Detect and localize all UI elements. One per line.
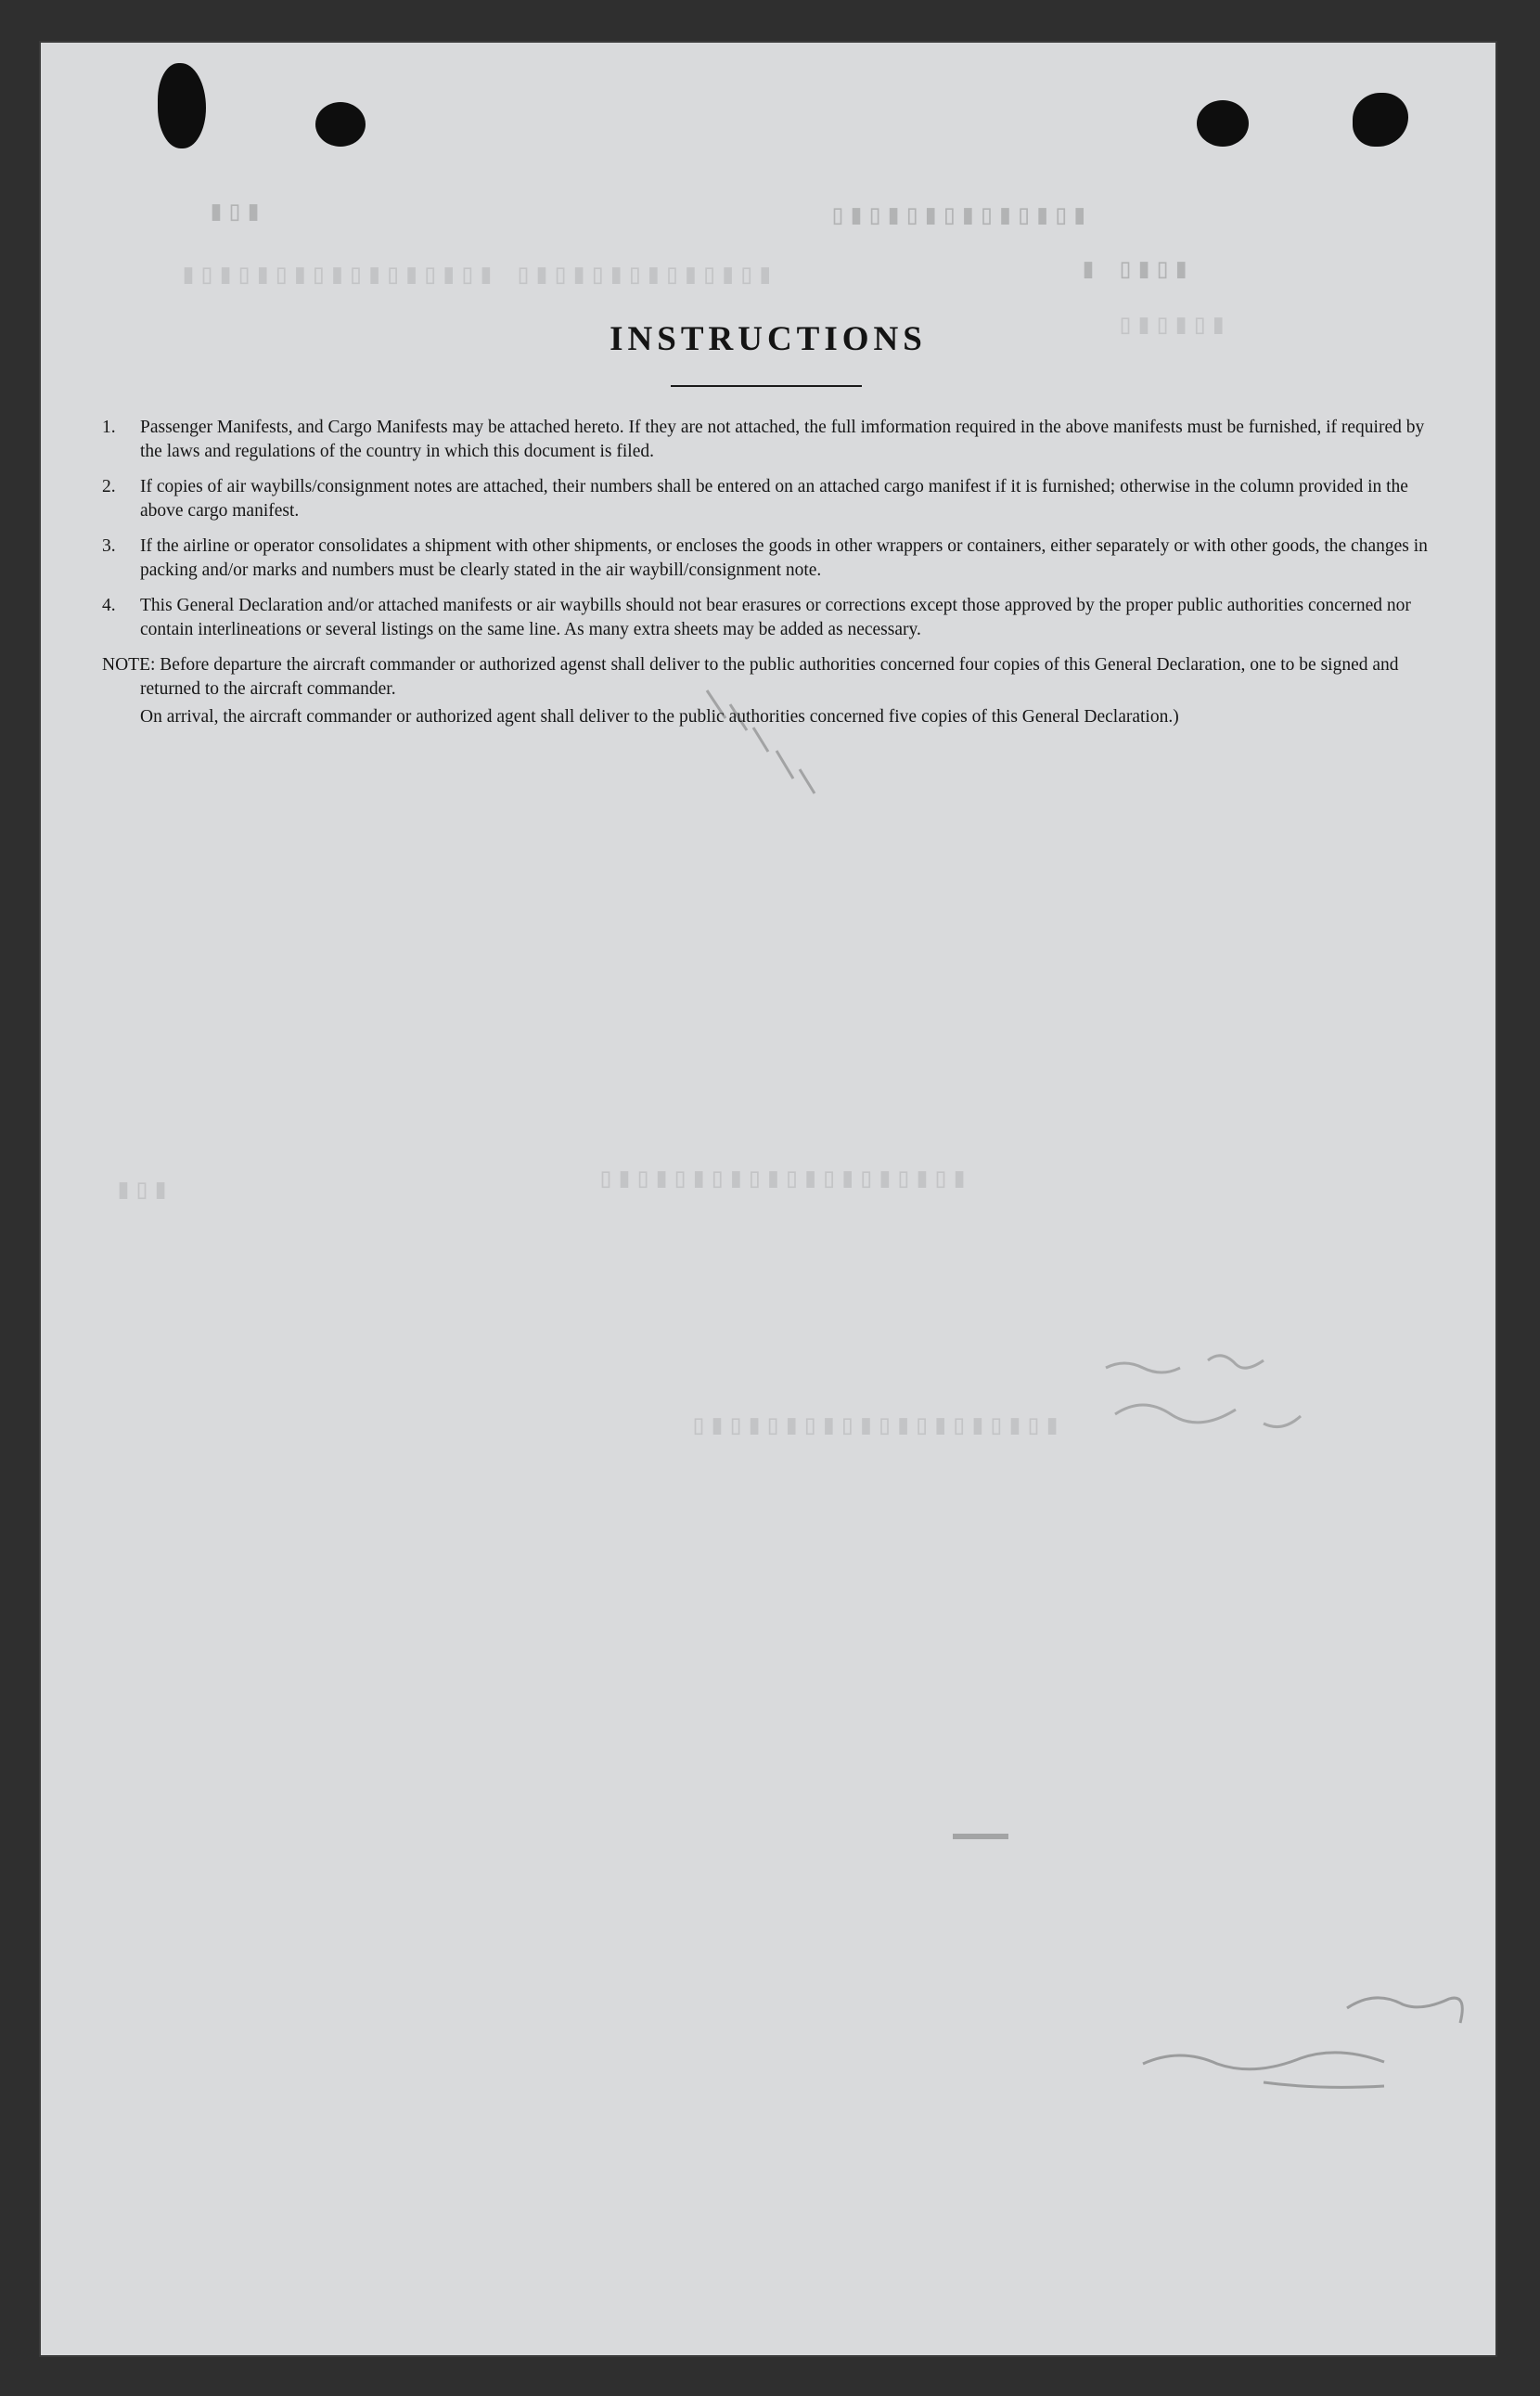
bleed-through-mark: ▮▯▮▯▮▯▮▯▮▯▮▯▮▯▮▯▮▯▮▯ xyxy=(596,1165,969,1196)
instruction-text: This General Declaration and/or attached manifests or air waybills should not bear erasures or corrections except those approved by the proper public authorities concerned nor contain interlineations or several listings on the same line. As many extra sheets may be added as necessary. xyxy=(140,596,1411,639)
faint-handwriting-mark xyxy=(1097,1340,1468,1470)
instruction-text: If the airline or operator consolidates a shipment with other shipments, or encloses the goods in other wrappers or containers, either separately or with other goods, the changes in packing and/or marks and numbers must be clearly stated in the air waybill/consignment note. xyxy=(140,536,1428,580)
punch-hole-right-1 xyxy=(1197,100,1249,147)
instruction-item xyxy=(102,416,1438,464)
faint-mark xyxy=(948,1823,1022,1850)
bleed-through-mark: ▮▯▮▯▮▯ xyxy=(1115,311,1227,342)
title-underline xyxy=(671,385,862,387)
faint-stamp-mark xyxy=(688,663,874,848)
instruction-number: 3. xyxy=(102,536,116,556)
punch-hole-right-2 xyxy=(1353,93,1408,147)
faint-signature-mark xyxy=(1124,1980,1514,2110)
instruction-number: 4. xyxy=(102,596,116,615)
bleed-through-mark: ▮▯▮▯ ▮ xyxy=(1078,255,1190,287)
instruction-item xyxy=(102,475,1438,523)
punch-hole-left-2 xyxy=(315,102,366,147)
instruction-number: 2. xyxy=(102,477,116,496)
instruction-item xyxy=(102,594,1438,642)
bleed-through-mark: ▮▯▮ xyxy=(206,198,263,229)
bleed-through-mark: ▮▯▮▯▮▯▮▯▮▯▮▯▮▯ xyxy=(828,201,1088,233)
note-text: Before departure the aircraft commander or authorized agenst shall deliver to the public authorities concerned four copies of this General Declaration, one to be signed and returned to the aircraft commander. xyxy=(140,655,1399,699)
document-page xyxy=(39,41,1497,2357)
bleed-through-mark: ▮▯▮▯▮▯▮▯▮▯▮▯▮▯▮▯▮▯▮▯ xyxy=(688,1411,1061,1443)
bleed-through-mark: ▮▯▮ xyxy=(113,1176,170,1207)
instruction-item xyxy=(102,535,1438,583)
instruction-text: If copies of air waybills/consignment notes are attached, their numbers shall be entered on an attached cargo manifest if it is furnished; otherwise in the column provided in the above cargo manifest. xyxy=(140,477,1408,521)
instruction-text: Passenger Manifests, and Cargo Manifests may be attached hereto. If they are not attached, the full imformation required in the above manifests must be furnished, if required by the laws and regulations of the country in which this document is filed. xyxy=(140,418,1425,461)
bleed-through-mark: ▮▯▮▯▮▯▮▯▮▯▮▯▮▯ ▮▯▮▯▮▯▮▯▮▯▮▯▮▯▮▯▮ xyxy=(178,261,774,292)
page-title: INSTRUCTIONS xyxy=(610,320,927,358)
arrival-text: On arrival, the aircraft commander or authorized agent shall deliver to the public authorities concerned five copies of this General Declaration.) xyxy=(140,707,1179,727)
instruction-number: 1. xyxy=(102,418,116,437)
punch-hole-left-1 xyxy=(158,63,206,148)
note-label: NOTE: xyxy=(102,655,156,675)
